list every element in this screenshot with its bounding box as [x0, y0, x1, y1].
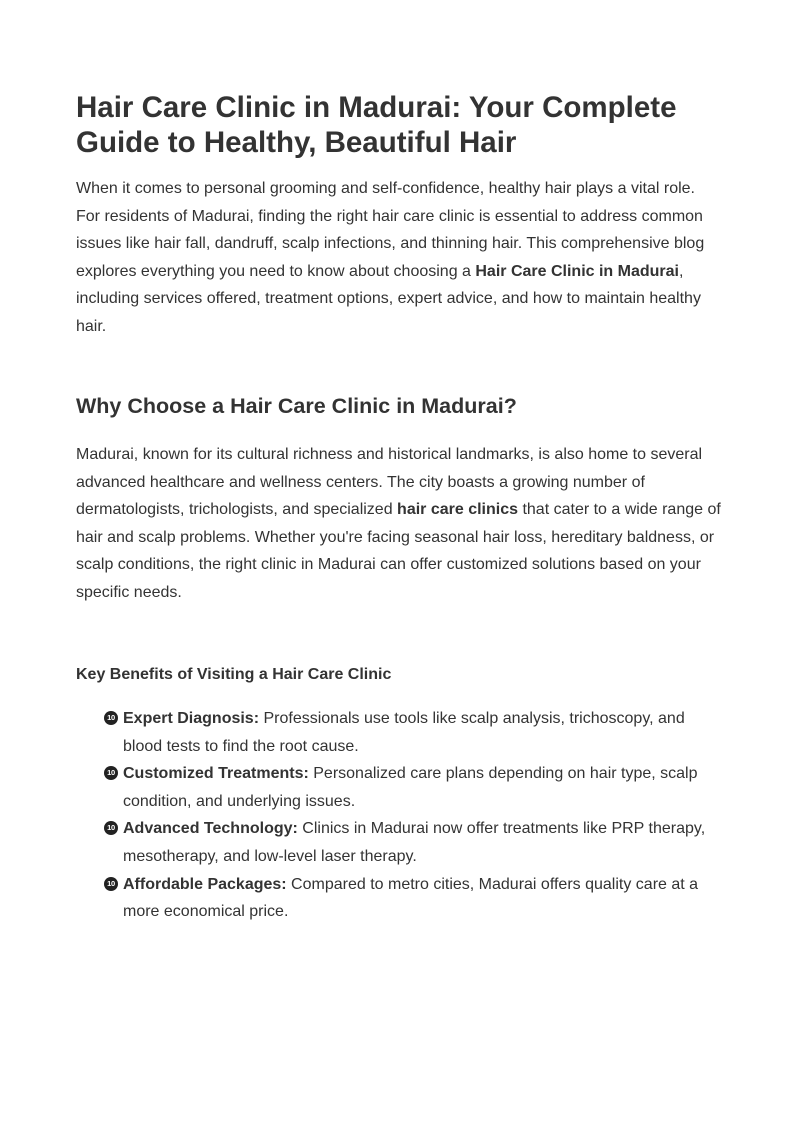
page-title: Hair Care Clinic in Madurai: Your Complete Guide to Healthy, Beautiful Hair	[76, 91, 677, 159]
circled-ten-bullet-icon: 10	[104, 766, 118, 780]
benefit-text: Clinics in Madurai now offer treatments like PRP therapy, mesotherapy, and low-level laser therapy.	[123, 820, 706, 865]
section-heading-why-choose: Why Choose a Hair Care Clinic in Madurai?	[76, 394, 517, 418]
benefit-label: Advanced Technology:	[123, 820, 298, 838]
list-item	[104, 760, 724, 815]
benefit-label: Customized Treatments:	[123, 765, 309, 783]
benefit-label: Expert Diagnosis:	[123, 710, 260, 727]
benefit-label: Affordable Packages:	[123, 875, 287, 893]
intro-text-start: When it comes to personal grooming and self-confidence, healthy hair plays a vital role. For residents of Madurai, finding the right hair care clinic is essential to address common issues like hair fall, dandruff, scalp infections, and thinning hair. This comprehensive blog explores everything you need to know about choosing a	[76, 180, 705, 280]
why-choose-text-end: that cater to a wide range of hair and scalp problems. Whether you're facing seasonal hair loss, hereditary baldness, or scalp conditions, the right clinic in Madurai can offer customized solutions based on your specific needs.	[76, 501, 721, 601]
circled-ten-bullet-icon: 10	[104, 821, 118, 835]
list-item	[104, 815, 724, 870]
benefits-list	[104, 705, 724, 926]
intro-text-end: , including services offered, treatment options, expert advice, and how to maintain healthy hair.	[76, 262, 701, 335]
list-item	[104, 705, 724, 760]
benefit-text: Compared to metro cities, Madurai offers quality care at a more economical price.	[123, 875, 699, 921]
list-item	[104, 871, 724, 926]
intro-bold-keyword: Hair Care Clinic in Madurai	[475, 262, 679, 280]
circled-ten-bullet-icon: 10	[104, 877, 118, 891]
subheading-key-benefits: Key Benefits of Visiting a Hair Care Clinic	[76, 666, 392, 683]
why-choose-paragraph	[76, 441, 722, 607]
why-choose-text-start: Madurai, known for its cultural richness and historical landmarks, is also home to several advanced healthcare and wellness centers. The city boasts a growing number of dermatologists, trichologists, and specialized	[76, 446, 703, 519]
why-choose-bold-keyword: hair care clinics	[397, 501, 519, 519]
intro-paragraph	[76, 175, 722, 341]
circled-ten-bullet-icon: 10	[104, 711, 118, 725]
benefit-text: Personalized care plans depending on hair type, scalp condition, and underlying issues.	[123, 765, 698, 810]
benefit-text: Professionals use tools like scalp analysis, trichoscopy, and blood tests to find the root cause.	[123, 710, 685, 755]
